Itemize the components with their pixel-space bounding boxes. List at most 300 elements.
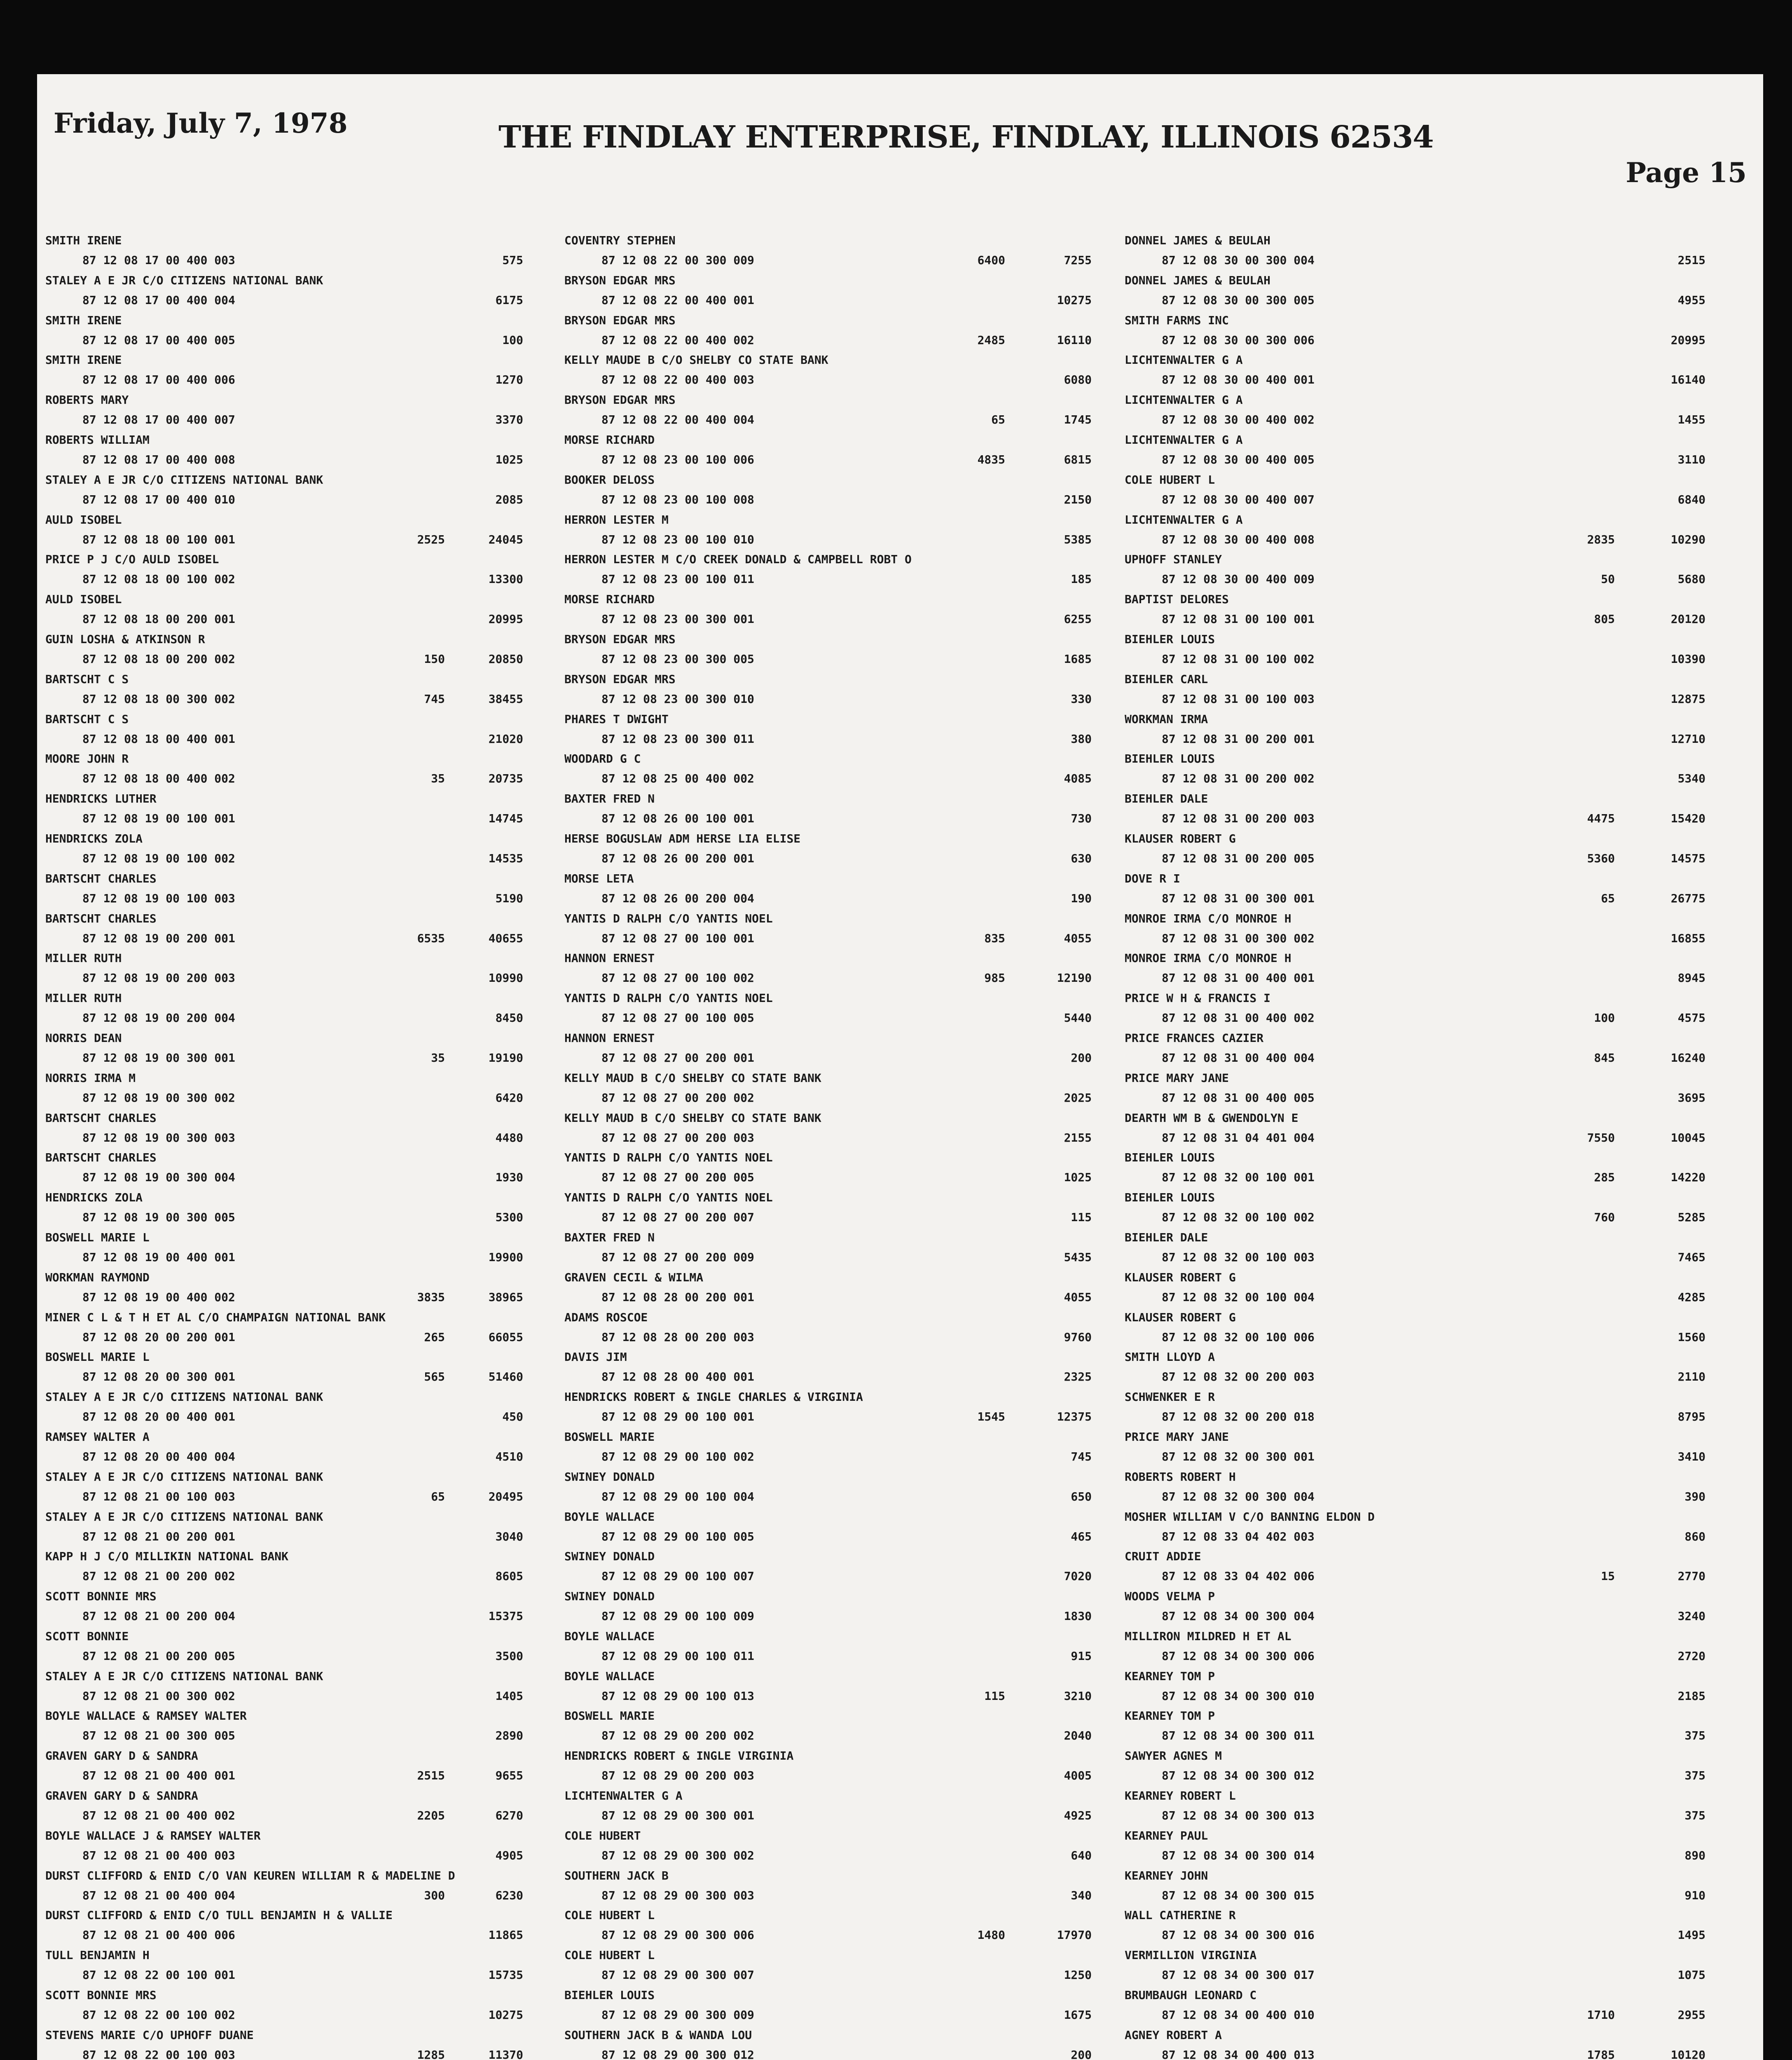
penalty-amount: 1710: [1587, 2008, 1615, 2022]
listing-entry: [1125, 1587, 1734, 1627]
owner-name: COLE HUBERT L: [564, 1948, 655, 1962]
owner-name: CRUIT ADDIE: [1125, 1550, 1201, 1564]
parcel-number: 87 12 08 34 00 300 014: [1162, 1848, 1315, 1862]
tax-amount: 14535: [488, 851, 523, 865]
tax-amount: 20120: [1670, 612, 1705, 626]
parcel-number: 87 12 08 19 00 200 004: [82, 1011, 235, 1025]
parcel-number: 87 12 08 19 00 200 001: [82, 931, 235, 945]
owner-name: WORKMAN RAYMOND: [45, 1270, 150, 1284]
tax-amount: 15735: [488, 1968, 523, 1982]
listing-entry: [564, 1387, 1112, 1427]
tax-amount: 24045: [488, 532, 523, 546]
owner-name: BRYSON EDGAR MRS: [564, 313, 676, 327]
owner-name: ROBERTS MARY: [45, 393, 129, 407]
listing-entry: [45, 1188, 548, 1228]
tax-amount: 2150: [1064, 492, 1092, 506]
penalty-amount: 2525: [417, 532, 445, 546]
listing-entry: [1125, 670, 1734, 709]
listing-entry: [564, 948, 1112, 988]
listing-entry: [45, 1667, 548, 1707]
parcel-number: 87 12 08 17 00 400 007: [82, 413, 235, 427]
penalty-amount: 1545: [977, 1410, 1005, 1424]
owner-name: BIEHLER DALE: [1125, 792, 1208, 806]
parcel-number: 87 12 08 19 00 200 003: [82, 971, 235, 985]
parcel-number: 87 12 08 23 00 300 011: [601, 732, 754, 746]
tax-amount: 10275: [488, 2008, 523, 2022]
tax-amount: 19900: [488, 1250, 523, 1264]
tax-amount: 910: [1684, 1888, 1705, 1902]
tax-amount: 3410: [1677, 1449, 1705, 1463]
owner-name: SCOTT BONNIE: [45, 1629, 129, 1643]
listing-entry: [564, 1068, 1112, 1108]
parcel-number: 87 12 08 21 00 200 002: [82, 1569, 235, 1583]
listing-entry: [45, 1308, 548, 1348]
parcel-number: 87 12 08 29 00 200 003: [601, 1769, 754, 1783]
owner-name: KEARNEY ROBERT L: [1125, 1789, 1236, 1803]
tax-amount: 1405: [495, 1689, 523, 1703]
penalty-amount: 35: [431, 772, 445, 786]
tax-amount: 16855: [1670, 931, 1705, 945]
owner-name: KLAUSER ROBERT G: [1125, 1270, 1236, 1284]
owner-name: DURST CLIFFORD & ENID C/O TULL BENJAMIN H & VALLIE: [45, 1908, 393, 1922]
listing-entry: [45, 590, 548, 630]
tax-amount: 6230: [495, 1888, 523, 1902]
owner-name: STALEY A E JR C/O CITIZENS NATIONAL BANK: [45, 1510, 323, 1524]
tax-amount: 12375: [1057, 1410, 1092, 1424]
owner-name: KEARNEY TOM P: [1125, 1669, 1215, 1683]
listing-entry: [564, 231, 1112, 271]
owner-name: MONROE IRMA C/O MONROE H: [1125, 951, 1291, 965]
listing-entry: [564, 1268, 1112, 1308]
owner-name: YANTIS D RALPH C/O YANTIS NOEL: [564, 991, 773, 1005]
parcel-number: 87 12 08 22 00 100 003: [82, 2048, 235, 2060]
parcel-number: 87 12 08 29 00 100 009: [601, 1609, 754, 1623]
tax-amount: 2770: [1677, 1569, 1705, 1583]
masthead: [37, 74, 1763, 231]
parcel-number: 87 12 08 27 00 100 001: [601, 931, 754, 945]
owner-name: MORSE RICHARD: [564, 433, 655, 447]
owner-name: BOYLE WALLACE: [564, 1669, 655, 1683]
parcel-number: 87 12 08 34 00 300 017: [1162, 1968, 1315, 1982]
tax-amount: 14220: [1670, 1170, 1705, 1184]
listing-entry: [564, 749, 1112, 789]
parcel-number: 87 12 08 30 00 400 005: [1162, 452, 1315, 466]
owner-name: SCOTT BONNIE MRS: [45, 1988, 157, 2002]
tax-amount: 38455: [488, 692, 523, 706]
parcel-number: 87 12 08 19 00 400 001: [82, 1250, 235, 1264]
listing-entry: [45, 1028, 548, 1068]
tax-amount: 5680: [1677, 572, 1705, 586]
tax-amount: 2040: [1064, 1729, 1092, 1743]
tax-amount: 1745: [1064, 413, 1092, 427]
parcel-number: 87 12 08 17 00 400 005: [82, 333, 235, 347]
listing-entry: [1125, 1706, 1734, 1746]
tax-amount: 3040: [495, 1529, 523, 1543]
owner-name: COLE HUBERT: [564, 1828, 641, 1842]
tax-amount: 200: [1071, 2048, 1092, 2060]
listing-entry: [45, 789, 548, 829]
listing-entry: [564, 550, 1112, 590]
tax-amount: 3370: [495, 413, 523, 427]
tax-amount: 1270: [495, 373, 523, 387]
parcel-number: 87 12 08 31 00 100 001: [1162, 612, 1315, 626]
listing-entry: [45, 988, 548, 1028]
tax-amount: 730: [1071, 812, 1092, 826]
tax-amount: 6420: [495, 1091, 523, 1105]
tax-amount: 10045: [1670, 1131, 1705, 1145]
parcel-number: 87 12 08 32 00 100 006: [1162, 1330, 1315, 1344]
listing-entry: [45, 350, 548, 390]
tax-amount: 1685: [1064, 652, 1092, 666]
tax-amount: 3695: [1677, 1091, 1705, 1105]
parcel-number: 87 12 08 17 00 400 010: [82, 492, 235, 506]
listing-entry: [564, 1028, 1112, 1068]
listing-entry: [45, 1148, 548, 1188]
parcel-number: 87 12 08 34 00 300 013: [1162, 1809, 1315, 1823]
owner-name: AULD ISOBEL: [45, 592, 122, 606]
tax-amount: 640: [1071, 1848, 1092, 1862]
listing-entry: [564, 1985, 1112, 2025]
parcel-number: 87 12 08 29 00 100 002: [601, 1449, 754, 1463]
newspaper-page: [37, 74, 1763, 2060]
tax-amount: 4055: [1064, 931, 1092, 945]
owner-name: BIEHLER LOUIS: [1125, 1191, 1215, 1205]
parcel-number: 87 12 08 30 00 400 001: [1162, 373, 1315, 387]
owner-name: LICHTENWALTER G A: [1125, 353, 1243, 367]
parcel-number: 87 12 08 17 00 400 004: [82, 293, 235, 307]
tax-amount: 1455: [1677, 413, 1705, 427]
tax-amount: 8450: [495, 1011, 523, 1025]
listing-entry: [45, 510, 548, 550]
listing-entry: [564, 470, 1112, 510]
newspaper-title: THE FINDLAY ENTERPRISE, FINDLAY, ILLINOIS 62534: [498, 119, 1434, 155]
parcel-number: 87 12 08 32 00 100 002: [1162, 1210, 1315, 1224]
parcel-number: 87 12 08 21 00 300 005: [82, 1729, 235, 1743]
parcel-number: 87 12 08 23 00 100 006: [601, 452, 754, 466]
penalty-amount: 5360: [1587, 851, 1615, 865]
owner-name: BOYLE WALLACE: [564, 1629, 655, 1643]
parcel-number: 87 12 08 23 00 300 010: [601, 692, 754, 706]
listing-entry: [1125, 1188, 1734, 1228]
owner-name: WOODARD G C: [564, 752, 641, 766]
tax-amount: 17970: [1057, 1928, 1092, 1942]
listing-entry: [1125, 1427, 1734, 1467]
penalty-amount: 50: [1601, 572, 1615, 586]
tax-amount: 51460: [488, 1370, 523, 1384]
parcel-number: 87 12 08 19 00 300 005: [82, 1210, 235, 1224]
tax-amount: 5385: [1064, 532, 1092, 546]
tax-amount: 465: [1071, 1529, 1092, 1543]
owner-name: HENDRICKS LUTHER: [45, 792, 157, 806]
listing-entry: [1125, 1945, 1734, 1985]
tax-amount: 14575: [1670, 851, 1705, 865]
parcel-number: 87 12 08 21 00 400 002: [82, 1809, 235, 1823]
owner-name: MILLIRON MILDRED H ET AL: [1125, 1629, 1291, 1643]
listing-entry: [564, 1148, 1112, 1188]
penalty-amount: 100: [1594, 1011, 1615, 1025]
penalty-amount: 265: [424, 1330, 445, 1344]
parcel-number: 87 12 08 34 00 400 013: [1162, 2048, 1315, 2060]
listing-entry: [564, 1308, 1112, 1348]
listing-entry: [45, 430, 548, 470]
owner-name: KEARNEY PAUL: [1125, 1828, 1208, 1842]
listing-entry: [564, 390, 1112, 430]
listing-entry: [1125, 1228, 1734, 1268]
parcel-number: 87 12 08 29 00 300 006: [601, 1928, 754, 1942]
tax-amount: 860: [1684, 1529, 1705, 1543]
tax-amount: 1930: [495, 1170, 523, 1184]
listing-entry: [45, 829, 548, 869]
tax-amount: 375: [1684, 1809, 1705, 1823]
listing-entry: [564, 1507, 1112, 1547]
owner-name: BRYSON EDGAR MRS: [564, 632, 676, 646]
tax-amount: 575: [502, 253, 523, 267]
owner-name: LICHTENWALTER G A: [1125, 433, 1243, 447]
owner-name: HENDRICKS ROBERT & INGLE CHARLES & VIRGINIA: [564, 1390, 863, 1404]
tax-amount: 6255: [1064, 612, 1092, 626]
parcel-number: 87 12 08 30 00 400 009: [1162, 572, 1315, 586]
listing-entry: [1125, 510, 1734, 550]
tax-amount: 6270: [495, 1809, 523, 1823]
owner-name: BRUMBAUGH LEONARD C: [1125, 1988, 1257, 2002]
listing-entry: [564, 630, 1112, 670]
owner-name: STALEY A E JR C/O CITIZENS NATIONAL BANK: [45, 1669, 323, 1683]
listing-entry: [45, 670, 548, 709]
tax-amount: 16240: [1670, 1051, 1705, 1065]
penalty-amount: 65: [991, 413, 1005, 427]
parcel-number: 87 12 08 27 00 200 005: [601, 1170, 754, 1184]
owner-name: DAVIS JIM: [564, 1350, 627, 1364]
tax-amount: 10390: [1670, 652, 1705, 666]
listing-entry: [1125, 948, 1734, 988]
owner-name: COLE HUBERT L: [564, 1908, 655, 1922]
parcel-number: 87 12 08 20 00 400 001: [82, 1410, 235, 1424]
parcel-number: 87 12 08 17 00 400 006: [82, 373, 235, 387]
owner-name: YANTIS D RALPH C/O YANTIS NOEL: [564, 1151, 773, 1165]
owner-name: MOORE JOHN R: [45, 752, 129, 766]
tax-amount: 4905: [495, 1848, 523, 1862]
owner-name: SCHWENKER E R: [1125, 1390, 1215, 1404]
tax-amount: 19190: [488, 1051, 523, 1065]
owner-name: PRICE FRANCES CAZIER: [1125, 1031, 1264, 1045]
parcel-number: 87 12 08 23 00 100 008: [601, 492, 754, 506]
parcel-number: 87 12 08 29 00 100 011: [601, 1649, 754, 1663]
tax-amount: 2110: [1677, 1370, 1705, 1384]
penalty-amount: 285: [1594, 1170, 1615, 1184]
listing-entry: [564, 1228, 1112, 1268]
tax-amount: 2155: [1064, 1131, 1092, 1145]
owner-name: MILLER RUTH: [45, 991, 122, 1005]
parcel-number: 87 12 08 32 00 200 003: [1162, 1370, 1315, 1384]
listing-entry: [564, 430, 1112, 470]
listing-entry: [564, 1866, 1112, 1906]
parcel-number: 87 12 08 28 00 200 001: [601, 1290, 754, 1304]
listing-entry: [45, 948, 548, 988]
parcel-number: 87 12 08 31 04 401 004: [1162, 1131, 1315, 1145]
tax-amount: 200: [1071, 1051, 1092, 1065]
parcel-number: 87 12 08 22 00 100 002: [82, 2008, 235, 2022]
penalty-amount: 7550: [1587, 1131, 1615, 1145]
parcel-number: 87 12 08 29 00 300 002: [601, 1848, 754, 1862]
owner-name: MILLER RUTH: [45, 951, 122, 965]
listing-entry: [1125, 709, 1734, 749]
parcel-number: 87 12 08 31 00 400 001: [1162, 971, 1315, 985]
parcel-number: 87 12 08 19 00 100 001: [82, 812, 235, 826]
tax-amount: 15420: [1670, 812, 1705, 826]
tax-amount: 2720: [1677, 1649, 1705, 1663]
listing-entry: [45, 1786, 548, 1826]
parcel-number: 87 12 08 22 00 400 004: [601, 413, 754, 427]
owner-name: GRAVEN CECIL & WILMA: [564, 1270, 704, 1284]
penalty-amount: 745: [424, 692, 445, 706]
tax-amount: 745: [1071, 1449, 1092, 1463]
tax-amount: 7255: [1064, 253, 1092, 267]
owner-name: LICHTENWALTER G A: [1125, 513, 1243, 527]
tax-amount: 16110: [1057, 333, 1092, 347]
penalty-amount: 115: [984, 1689, 1005, 1703]
listing-entry: [1125, 988, 1734, 1028]
tax-amount: 1495: [1677, 1928, 1705, 1942]
listing-entry: [1125, 909, 1734, 949]
listing-entry: [45, 1427, 548, 1467]
listing-entry: [1125, 1268, 1734, 1308]
tax-amount: 9655: [495, 1769, 523, 1783]
listing-entry: [45, 709, 548, 749]
listing-entry: [564, 1467, 1112, 1507]
tax-amount: 4510: [495, 1449, 523, 1463]
tax-amount: 8945: [1677, 971, 1705, 985]
tax-amount: 5285: [1677, 1210, 1705, 1224]
listing-entry: [45, 470, 548, 510]
parcel-number: 87 12 08 21 00 100 003: [82, 1489, 235, 1503]
parcel-number: 87 12 08 29 00 100 005: [601, 1529, 754, 1543]
tax-amount: 20495: [488, 1489, 523, 1503]
listing-entry: [1125, 1507, 1734, 1547]
parcel-number: 87 12 08 30 00 400 002: [1162, 413, 1315, 427]
owner-name: WORKMAN IRMA: [1125, 712, 1208, 726]
owner-name: KLAUSER ROBERT G: [1125, 831, 1236, 845]
listing-entry: [1125, 590, 1734, 630]
parcel-number: 87 12 08 31 00 400 004: [1162, 1051, 1315, 1065]
owner-name: BIEHLER LOUIS: [564, 1988, 655, 2002]
listing-entry: [45, 1547, 548, 1587]
parcel-number: 87 12 08 34 00 300 006: [1162, 1649, 1315, 1663]
tax-amount: 2325: [1064, 1370, 1092, 1384]
listing-entry: [45, 630, 548, 670]
owner-name: KELLY MAUD B C/O SHELBY CO STATE BANK: [564, 1071, 821, 1085]
tax-amount: 1250: [1064, 1968, 1092, 1982]
owner-name: BOSWELL MARIE L: [45, 1350, 150, 1364]
owner-name: HANNON ERNEST: [564, 951, 655, 965]
parcel-number: 87 12 08 19 00 100 002: [82, 851, 235, 865]
penalty-amount: 4835: [977, 452, 1005, 466]
listing-entry: [564, 869, 1112, 909]
listing-entry: [45, 1985, 548, 2025]
penalty-amount: 2205: [417, 1809, 445, 1823]
owner-name: VERMILLION VIRGINIA: [1125, 1948, 1257, 1962]
owner-name: GUIN LOSHA & ATKINSON R: [45, 632, 205, 646]
listing-entry: [564, 2025, 1112, 2060]
parcel-number: 87 12 08 34 00 300 015: [1162, 1888, 1315, 1902]
tax-amount: 20995: [488, 612, 523, 626]
listing-entry: [45, 1706, 548, 1746]
owner-name: MINER C L & T H ET AL C/O CHAMPAIGN NATIONAL BANK: [45, 1310, 386, 1324]
owner-name: BARTSCHT CHARLES: [45, 871, 157, 885]
owner-name: MORSE LETA: [564, 871, 634, 885]
parcel-number: 87 12 08 20 00 400 004: [82, 1449, 235, 1463]
owner-name: LICHTENWALTER G A: [564, 1789, 683, 1803]
listing-entry: [564, 670, 1112, 709]
penalty-amount: 4475: [1587, 812, 1615, 826]
tax-amount: 915: [1071, 1649, 1092, 1663]
penalty-amount: 1785: [1587, 2048, 1615, 2060]
parcel-number: 87 12 08 32 00 300 001: [1162, 1449, 1315, 1463]
penalty-amount: 6535: [417, 931, 445, 945]
owner-name: HENDRICKS ROBERT & INGLE VIRGINIA: [564, 1749, 794, 1763]
tax-amount: 3500: [495, 1649, 523, 1663]
listing-entry: [564, 311, 1112, 351]
listing-entry: [1125, 630, 1734, 670]
listing-column-3: [1125, 231, 1734, 2060]
parcel-number: 87 12 08 29 00 200 002: [601, 1729, 754, 1743]
tax-amount: 2025: [1064, 1091, 1092, 1105]
parcel-number: 87 12 08 19 00 400 002: [82, 1290, 235, 1304]
penalty-amount: 805: [1594, 612, 1615, 626]
penalty-amount: 6400: [977, 253, 1005, 267]
parcel-number: 87 12 08 23 00 100 010: [601, 532, 754, 546]
listing-entry: [564, 829, 1112, 869]
owner-name: KELLY MAUD B C/O SHELBY CO STATE BANK: [564, 1111, 821, 1125]
owner-name: DEARTH WM B & GWENDOLYN E: [1125, 1111, 1298, 1125]
tax-amount: 15375: [488, 1609, 523, 1623]
owner-name: BARTSCHT CHARLES: [45, 1151, 157, 1165]
owner-name: HANNON ERNEST: [564, 1031, 655, 1045]
penalty-amount: 565: [424, 1370, 445, 1384]
listing-entry: [45, 1228, 548, 1268]
parcel-number: 87 12 08 21 00 200 001: [82, 1529, 235, 1543]
tax-amount: 115: [1071, 1210, 1092, 1224]
owner-name: SCOTT BONNIE MRS: [45, 1589, 157, 1604]
parcel-number: 87 12 08 29 00 100 007: [601, 1569, 754, 1583]
tax-amount: 1075: [1677, 1968, 1705, 1982]
parcel-number: 87 12 08 27 00 100 002: [601, 971, 754, 985]
owner-name: PHARES T DWIGHT: [564, 712, 669, 726]
parcel-number: 87 12 08 22 00 300 009: [601, 253, 754, 267]
listing-entry: [564, 1188, 1112, 1228]
owner-name: BIEHLER LOUIS: [1125, 632, 1215, 646]
tax-amount: 890: [1684, 1848, 1705, 1862]
parcel-number: 87 12 08 19 00 300 004: [82, 1170, 235, 1184]
tax-amount: 4005: [1064, 1769, 1092, 1783]
parcel-number: 87 12 08 20 00 300 001: [82, 1370, 235, 1384]
owner-name: KEARNEY TOM P: [1125, 1709, 1215, 1723]
tax-amount: 1025: [1064, 1170, 1092, 1184]
owner-name: SAWYER AGNES M: [1125, 1749, 1222, 1763]
listing-entry: [564, 1108, 1112, 1148]
tax-amount: 650: [1071, 1489, 1092, 1503]
tax-amount: 12875: [1670, 692, 1705, 706]
listing-entry: [1125, 749, 1734, 789]
owner-name: BIEHLER LOUIS: [1125, 752, 1215, 766]
tax-amount: 1830: [1064, 1609, 1092, 1623]
parcel-number: 87 12 08 22 00 400 001: [601, 293, 754, 307]
listing-entry: [45, 311, 548, 351]
tax-amount: 100: [502, 333, 523, 347]
listing-entry: [1125, 1148, 1734, 1188]
listing-entry: [564, 1587, 1112, 1627]
parcel-number: 87 12 08 31 00 200 005: [1162, 851, 1315, 865]
parcel-number: 87 12 08 29 00 300 003: [601, 1888, 754, 1902]
